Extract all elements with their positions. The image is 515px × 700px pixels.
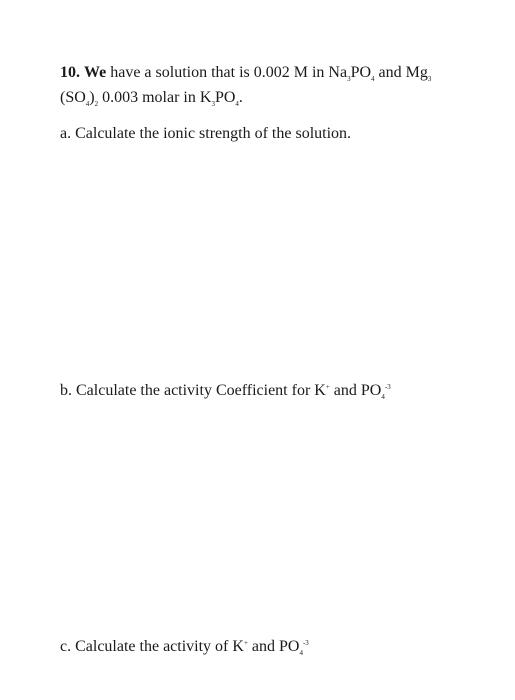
question-line-2-text: (SO [60,89,86,106]
part-a-text: a. Calculate the ionic strength of the solution. [60,125,352,142]
part-c-text: and PO [247,638,300,655]
superscript: + [243,639,248,647]
part-b-prompt [60,381,391,401]
question-line-1-text: have a solution that is 0.002 M in Na [106,64,348,81]
question-line-1-text: PO [350,64,372,81]
question-line-2-text: . [238,89,243,106]
subscript: 4 [381,393,385,401]
part-c-text: c. Calculate the activity of K [60,638,244,655]
question-line-1-text: and Mg [374,64,428,81]
question-line-2-text: ) [89,89,95,106]
part-a-prompt [60,124,351,144]
part-c-prompt [60,637,309,657]
subscript: 3 [211,100,215,108]
subscript: 4 [299,649,303,657]
question-lead-word: We [84,64,107,81]
question-number: 10. [60,64,80,81]
question-line-2-text: PO [214,89,236,106]
subscript: 3 [347,75,351,83]
subscript: 2 [94,100,99,108]
question-line-1 [60,63,431,83]
superscript: -3 [384,383,391,391]
superscript: -3 [302,639,309,647]
subscript: 4 [235,100,239,108]
part-b-text: and PO [329,382,382,399]
subscript: 4 [371,75,375,83]
question-line-2-text: 0.003 molar in K [98,89,212,106]
part-b-text: b. Calculate the activity Coefficient for K [60,382,326,399]
subscript: 3 [427,75,432,83]
superscript: + [325,383,330,391]
question-line-2 [60,88,243,108]
subscript: 4 [85,100,90,108]
